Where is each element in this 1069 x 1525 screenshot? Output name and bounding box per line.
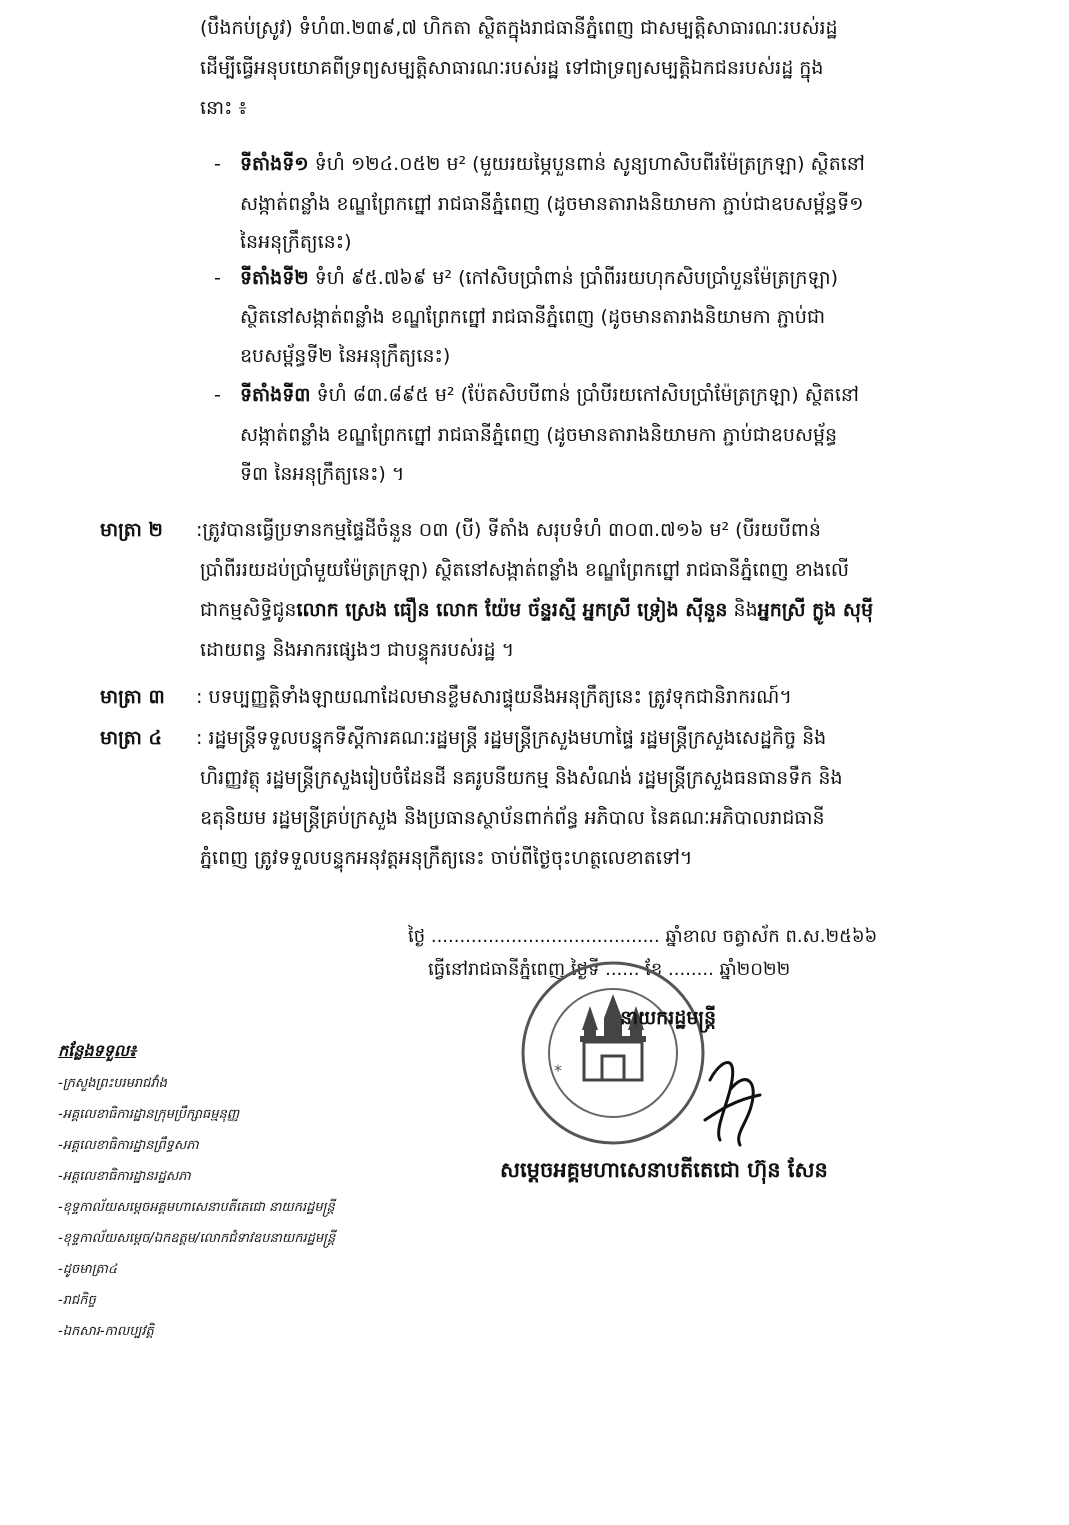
distribution-item: -អគ្គលេខាធិការដ្ឋានក្រុមប្រឹក្សាធម្មនុញ្ញ xyxy=(58,1107,240,1122)
bullet-dash: - xyxy=(214,267,221,289)
signer-title: នាយករដ្ឋមន្ត្រី xyxy=(620,1007,717,1029)
article-2-label: មាត្រា ២ xyxy=(100,519,163,541)
distribution-item: -ក្រសួងព្រះបរមរាជវាំង xyxy=(58,1076,167,1091)
distribution-title: កន្លែងទទួល៖ xyxy=(58,1041,137,1060)
site-2-line-2: ស្ថិតនៅសង្កាត់ពន្លាំង ខណ្ឌព្រែកព្នៅ រាជធានីភ្នំពេញ (ដូចមានតារាងនិយាមកា ភ្ជាប់ជា xyxy=(240,306,826,328)
intro-line-2: ដើម្បីធ្វើអនុបយោគពីទ្រព្យសម្បត្តិសាធារណៈរបស់រដ្ឋ ទៅជាទ្រព្យសម្បត្តិឯកជនរបស់រដ្ឋ ក្នុង xyxy=(200,57,824,79)
article-3-label: មាត្រា ៣ xyxy=(100,686,165,708)
site-3-line-3: ទី៣ នៃអនុក្រឹត្យនេះ) ។ xyxy=(240,463,405,485)
site-2-text: ទំហំ ៩៥.៧៦៩ ម² (កៅសិបប្រាំពាន់ ប្រាំពីររយហុកសិបប្រាំបួនម៉ែត្រក្រឡា) xyxy=(314,267,838,289)
article-4-line-1: : រដ្ឋមន្ត្រីទទួលបន្ទុកទីស្ដីការគណៈរដ្ឋមន្ត្រី រដ្ឋមន្ត្រីក្រសួងមហាផ្ទៃ រដ្ឋមន្ត្រីក្រសួងសេដ្ឋកិច្ច និង xyxy=(196,727,827,749)
site-3-line-2: សង្កាត់ពន្លាំង ខណ្ឌព្រែកព្នៅ រាជធានីភ្នំពេញ (ដូចមានតារាងនិយាមកា ភ្ជាប់ជាឧបសម្ព័ន្ធ xyxy=(240,424,838,446)
bullet-dash: - xyxy=(214,384,221,406)
site-1-title: ទីតាំងទី១ xyxy=(240,153,309,175)
article-4-line-2: ហិរញ្ញវត្ថុ រដ្ឋមន្ត្រីក្រសួងរៀបចំដែនដី នគរូបនីយកម្ម និងសំណង់ រដ្ឋមន្ត្រីក្រសួងធនធានទឹក និង xyxy=(200,767,843,789)
site-2-line-1 xyxy=(240,258,838,298)
grant-prefix: ជាកម្មសិទ្ធិជូន xyxy=(200,599,297,621)
bullet-dash: - xyxy=(214,153,221,175)
article-3-line-1: : បទប្បញ្ញត្តិទាំងឡាយណាដែលមានខ្លឹមសារផ្ទុយនឹងអនុក្រឹត្យនេះ ត្រូវទុកជានិរាករណ៍។ xyxy=(196,686,792,708)
article-2-line-4: ដោយពន្ធ និងអាករផ្សេងៗ ជាបន្ទុករបស់រដ្ឋ ។ xyxy=(200,639,515,661)
site-3-line-1 xyxy=(240,375,859,415)
distribution-item: -រាជកិច្ច xyxy=(58,1293,96,1308)
lunar-date-line: ថ្ងៃ ........................................ ឆ្នាំខាល ចត្វាស័ក ព.ស.២៥៦៦ xyxy=(408,926,878,947)
distribution-item: -ដូចមាត្រា៤ xyxy=(58,1262,118,1277)
site-3-text: ទំហំ ៨៣.៨៩៥ ម² (ប៉ែតសិបបីពាន់ ប្រាំបីរយកៅសិបប្រាំម៉ែត្រក្រឡា) ស្ថិតនៅ xyxy=(316,384,859,406)
site-1-text: ទំហំ ១២៤.០៥២ ម² (មួយរយម្ភៃបួនពាន់ សូន្យហាសិបពីរម៉ែត្រក្រឡា) ស្ថិតនៅ xyxy=(314,153,865,175)
article-4-line-4: ភ្នំពេញ ត្រូវទទួលបន្ទុកអនុវត្តអនុក្រឹត្យនេះ ចាប់ពីថ្ងៃចុះហត្ថលេខាតទៅ។ xyxy=(200,847,693,869)
article-2-line-3 xyxy=(200,590,873,630)
site-1-line-3: នៃអនុក្រឹត្យនេះ) xyxy=(240,231,352,253)
site-1-line-2: សង្កាត់ពន្លាំង ខណ្ឌព្រែកព្នៅ រាជធានីភ្នំពេញ (ដូចមានតារាងនិយាមកា ភ្ជាប់ជាឧបសម្ព័ន្ធទី១ xyxy=(240,193,864,215)
site-1-line-1 xyxy=(240,144,865,184)
site-3-title: ទីតាំងទី៣ xyxy=(240,384,311,406)
site-2-line-3: ឧបសម្ព័ន្ធទី២ នៃអនុក្រឹត្យនេះ) xyxy=(240,345,451,367)
intro-line-1: (បឹងកប់ស្រូវ) ទំហំ៣.២៣៩,៧ ហិកតា ស្ថិតក្នុងរាជធានីភ្នំពេញ ជាសម្បត្តិសាធារណៈរបស់រដ្ឋ xyxy=(200,17,838,39)
grantee-name-last: អ្នកស្រី ក្លូង សុម៉ី xyxy=(757,599,874,621)
distribution-item: -ខុទ្ទកាល័យសម្ដេច/ឯកឧត្តម/លោកជំទាវឧបនាយករដ្ឋមន្ត្រី xyxy=(58,1231,336,1246)
article-2-line-1: :ត្រូវបានធ្វើប្រទានកម្មផ្ទៃដីចំនួន ០៣ (បី) ទីតាំង សរុបទំហំ ៣០៣.៧១៦ ម² (បីរយបីពាន់ xyxy=(196,519,821,541)
place-date-line: ធ្វើនៅរាជធានីភ្នំពេញ ថ្ងៃទី ...... ខែ ........ ឆ្នាំ២០២២ xyxy=(428,959,791,980)
distribution-item: -អគ្គលេខាធិការដ្ឋានរដ្ឋសភា xyxy=(58,1169,191,1184)
official-seal-icon xyxy=(518,958,708,1148)
article-4-line-3: ឧតុនិយម រដ្ឋមន្ត្រីគ្រប់ក្រសួង និងប្រធានស្ថាប័នពាក់ព័ន្ធ អភិបាល នៃគណៈអភិបាលរាជធានី xyxy=(200,807,825,829)
grant-conjunction: និង xyxy=(727,599,758,621)
grantee-names: លោក ស្រេង ធឿន លោក យ៉ែម ច័ន្ទរស្មី អ្នកស្រី ទ្រៀង ស៊ីនួន xyxy=(296,599,728,621)
distribution-item: -ឯកសារ-កាលប្បវត្តិ xyxy=(58,1324,154,1339)
article-4-label: មាត្រា ៤ xyxy=(100,727,162,749)
signer-name: សម្ដេចអគ្គមហាសេនាបតីតេជោ ហ៊ុន សែន xyxy=(500,1158,828,1182)
distribution-item: -អគ្គលេខាធិការដ្ឋានព្រឹទ្ធសភា xyxy=(58,1138,199,1153)
distribution-item: -ខុទ្ទកាល័យសម្ដេចអគ្គមហាសេនាបតីតេជោ នាយករដ្ឋមន្ត្រី xyxy=(58,1200,335,1215)
site-2-title: ទីតាំងទី២ xyxy=(240,267,309,289)
intro-line-3: នោះ ៖ xyxy=(200,97,247,119)
signature-icon xyxy=(690,1040,780,1150)
svg-text:*: * xyxy=(554,1061,562,1080)
article-2-line-2: ប្រាំពីររយដប់ប្រាំមួយម៉ែត្រក្រឡា) ស្ថិតនៅសង្កាត់ពន្លាំង ខណ្ឌព្រែកព្នៅ រាជធានីភ្នំពេញ ខាងលើ xyxy=(200,559,849,581)
